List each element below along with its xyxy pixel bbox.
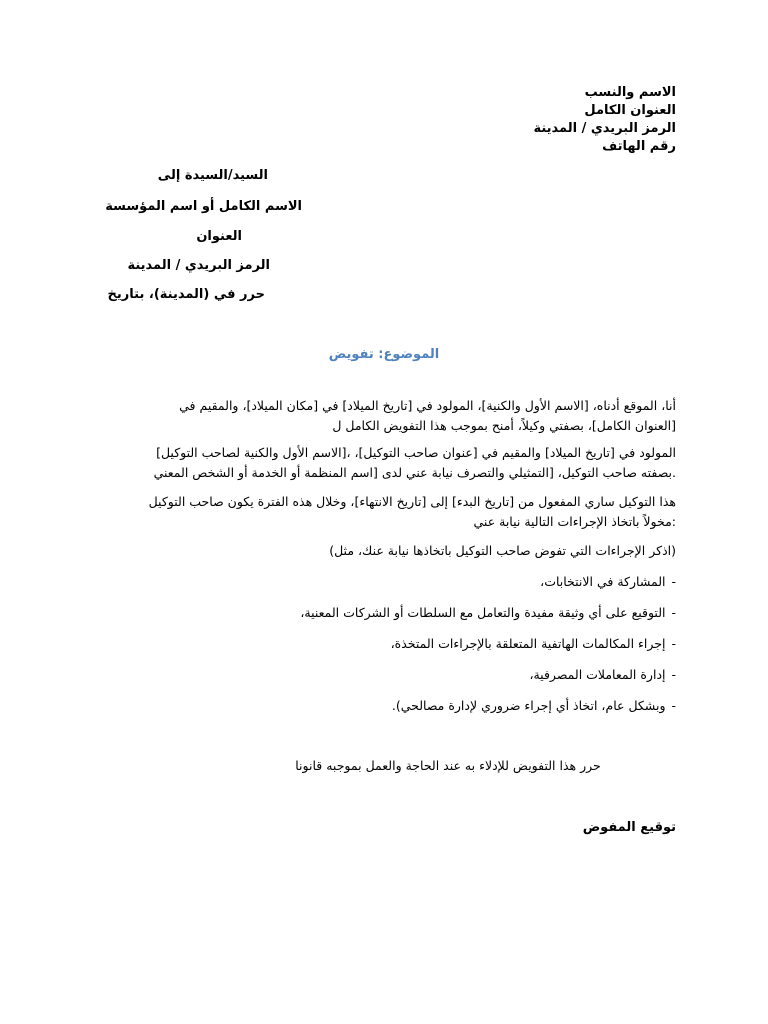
- closing-text: حرر هذا التفويض للإدلاء به عند الحاجة والعمل بموجبه قانونا: [295, 758, 601, 773]
- sender-postal-city: الرمز البريدي / المدينة: [533, 121, 676, 136]
- sender-phone: رقم الهاتف: [602, 139, 676, 154]
- body-paragraph-2: [86, 443, 676, 483]
- paragraph-line: المولود في [تاريخ الميلاد] والمقيم في [عنوان صاحب التوكيل]، ،[الاسم الأول والكنية لصاحب التوكيل]: [156, 445, 676, 460]
- paragraph-line: .بصفته صاحب التوكيل، [التمثيلي والتصرف نيابة عني لدى [اسم المنظمة أو الخدمة أو الشخص المعني: [153, 465, 676, 480]
- list-item-text: إدارة المعاملات المصرفية،: [529, 667, 666, 682]
- list-item-text: التوقيع على أي وثيقة مفيدة والتعامل مع السلطات أو الشركات المعنية،: [300, 605, 666, 620]
- body-paragraph-3: [86, 492, 676, 532]
- paragraph-line: :مخولاً باتخاذ الإجراءات التالية نيابة عني: [473, 514, 676, 529]
- paragraph-line: (اذكر الإجراءات التي تفوض صاحب التوكيل باتخاذها نيابة عنك، مثل): [329, 543, 676, 558]
- recipient-address: العنوان: [196, 229, 242, 244]
- body-paragraph-1: [86, 396, 676, 436]
- list-item: [86, 574, 676, 589]
- paragraph-line: [العنوان الكامل]، بصفتي وكيلاً، أمنح بموجب هذا التفويض الكامل ل: [332, 418, 676, 433]
- list-item: [86, 698, 676, 713]
- list-dash: -: [671, 574, 676, 589]
- list-item: [86, 667, 676, 682]
- signature-label: توقيع المفوض: [582, 820, 676, 835]
- paragraph-line: هذا التوكيل ساري المفعول من [تاريخ البدء] إلى [تاريخ الانتهاء]، وخلال هذه الفترة يكون صاحب التوكيل: [148, 494, 676, 509]
- subject-line: الموضوع: تفويض: [328, 347, 440, 362]
- place-date-line: حرر في (المدينة)، بتاريخ: [107, 287, 265, 302]
- list-dash: -: [671, 605, 676, 620]
- list-item-text: المشاركة في الانتخابات،: [540, 574, 666, 589]
- recipient-postal-city: الرمز البريدي / المدينة: [127, 258, 270, 273]
- recipient-salutation: السيد/السيدة إلى: [157, 168, 268, 183]
- sender-name: الاسم والنسب: [584, 85, 676, 100]
- paragraph-line: أنا، الموقع أدناه، [الاسم الأول والكنية]، المولود في [تاريخ الميلاد] في [مكان الميلاد]، والمقيم في: [179, 398, 676, 413]
- closing-statement: [0, 758, 768, 773]
- list-item-text: وبشكل عام، اتخاذ أي إجراء ضروري لإدارة مصالحي).: [391, 698, 666, 713]
- list-dash: -: [671, 698, 676, 713]
- list-item: [86, 605, 676, 620]
- body-paragraph-4: [86, 541, 676, 561]
- list-item-text: إجراء المكالمات الهاتفية المتعلقة بالإجراءات المتخذة،: [390, 636, 666, 651]
- recipient-name: الاسم الكامل أو اسم المؤسسة: [105, 199, 302, 214]
- sender-address: العنوان الكامل: [584, 103, 676, 118]
- list-dash: -: [671, 636, 676, 651]
- list-item: [86, 636, 676, 651]
- sender-block: [276, 84, 676, 156]
- list-dash: -: [671, 667, 676, 682]
